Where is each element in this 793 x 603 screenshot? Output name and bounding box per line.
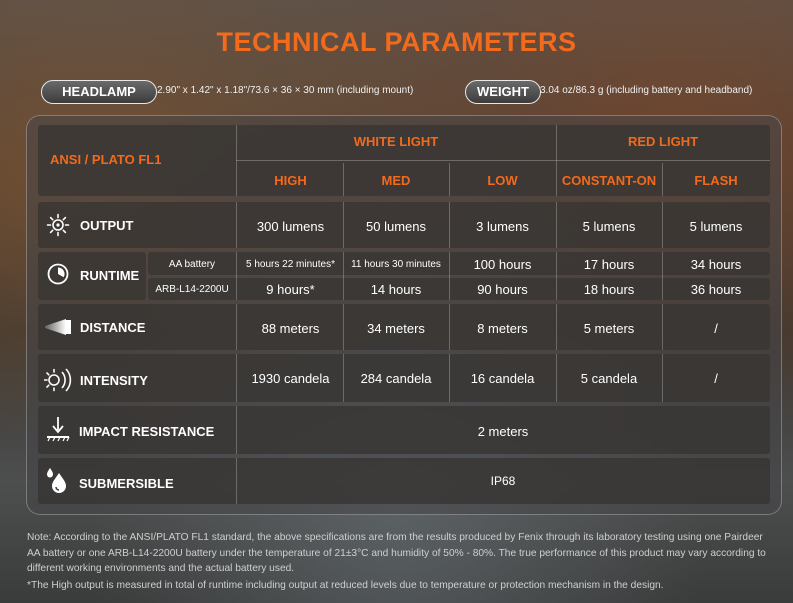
runtime-aa-constant-on: 17 hours: [583, 257, 635, 272]
mode-med: MED: [381, 173, 411, 188]
output-high: 300 lumens: [256, 219, 325, 234]
impact-value: 2 meters: [477, 424, 529, 439]
runtime-aa-low: 100 hours: [473, 257, 532, 272]
runtime-arb-constant-on: 18 hours: [583, 282, 635, 297]
distance-constant-on: 5 meters: [583, 321, 635, 336]
runtime-aa-med: 11 hours 30 minutes: [351, 259, 441, 270]
output-constant-on: 5 lumens: [582, 219, 636, 234]
submersible-label: SUBMERSIBLE: [79, 476, 174, 491]
output-flash: 5 lumens: [689, 219, 743, 234]
submersible-value: IP68: [490, 474, 516, 488]
red-light-header: RED LIGHT: [627, 134, 699, 149]
intensity-constant-on: 5 candela: [580, 371, 638, 386]
distance-label: DISTANCE: [80, 320, 146, 335]
footnote-high-output: *The High output is measured in total of runtime including output at reduced levels due to temperature or protection mechanism in the design.: [27, 580, 664, 591]
runtime-aa-high: 5 hours 22 minutes*: [246, 259, 335, 270]
beam-icon: [44, 318, 72, 336]
runtime-arb-med: 14 hours: [370, 282, 422, 297]
page-title: TECHNICAL PARAMETERS: [216, 27, 577, 57]
distance-low: 8 meters: [477, 321, 528, 336]
distance-med: 34 meters: [367, 321, 425, 336]
headlamp-badge: HEADLAMP: [41, 80, 157, 104]
mode-low: LOW: [487, 173, 518, 188]
runtime-label: RUNTIME: [80, 268, 140, 283]
distance-flash: /: [714, 321, 718, 336]
mode-flash: FLASH: [694, 173, 738, 188]
white-light-header: WHITE LIGHT: [353, 134, 439, 149]
timer-icon: [46, 262, 70, 286]
intensity-icon: [44, 366, 72, 392]
headlamp-dimensions: 2.90" x 1.42" x 1.18"/73.6 × 36 × 30 mm (including mount): [157, 85, 414, 96]
intensity-low: 16 candela: [470, 371, 535, 386]
intensity-med: 284 candela: [360, 371, 432, 386]
footnote-standard: Note: According to the ANSI/PLATO FL1 standard, the above specifications are from the results produced by Fenix through its laboratory testing using one Pairdeer AA battery or one ARB-L14-2200U battery under the temperature of 21±3°C and humidity of 50% - 80%. The true performance of this product may vary according to different working environments and the actual battery used.: [27, 532, 766, 574]
battery-aa-label: AA battery: [168, 259, 216, 270]
runtime-aa-flash: 34 hours: [690, 257, 742, 272]
impact-label: IMPACT RESISTANCE: [79, 424, 215, 439]
battery-arb-label: ARB-L14-2200U: [155, 284, 229, 295]
output-low: 3 lumens: [476, 219, 529, 234]
intensity-label: INTENSITY: [80, 373, 148, 388]
runtime-arb-low: 90 hours: [477, 282, 528, 297]
output-label: OUTPUT: [80, 218, 134, 233]
weight-badge: WEIGHT: [465, 80, 541, 104]
sun-icon: [46, 213, 70, 237]
intensity-flash: /: [714, 371, 718, 386]
intensity-high: 1930 candela: [251, 371, 330, 386]
mode-high: HIGH: [274, 173, 307, 188]
weight-value: 3.04 oz/86.3 g (including battery and headband): [540, 85, 753, 96]
water-drop-icon: [45, 467, 69, 493]
output-med: 50 lumens: [366, 219, 426, 234]
mode-constant-on: CONSTANT-ON: [561, 173, 657, 188]
distance-high: 88 meters: [261, 321, 320, 336]
runtime-arb-high: 9 hours*: [266, 282, 315, 297]
standard-label: ANSI / PLATO FL1: [50, 152, 162, 167]
runtime-arb-flash: 36 hours: [690, 282, 742, 297]
impact-icon: [45, 416, 71, 442]
